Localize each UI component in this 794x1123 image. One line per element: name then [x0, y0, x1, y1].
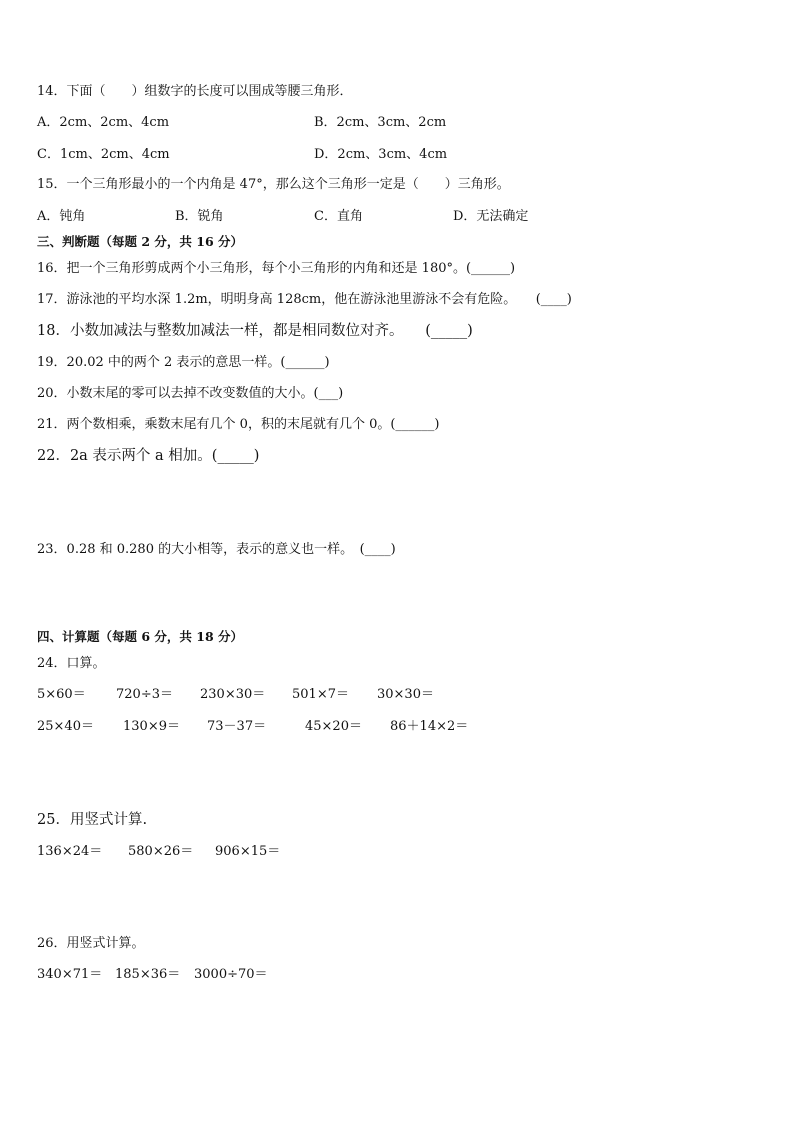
oral-calc-item: 30×30＝: [377, 687, 434, 702]
question-14-option-c: C．1cm、2cm、4cm: [37, 147, 170, 162]
question-24-stem: 24．口算。: [37, 656, 106, 671]
vertical-calc-item: 906×15＝: [215, 844, 281, 859]
oral-calc-item: 230×30＝: [200, 687, 266, 702]
question-22: 22．2a 表示两个 a 相加。(_____): [37, 448, 260, 464]
oral-calc-item: 25×40＝: [37, 719, 94, 734]
vertical-calc-item: 340×71＝: [37, 967, 103, 982]
question-14-option-d: D．2cm、3cm、4cm: [314, 147, 448, 162]
question-19: 19．20.02 中的两个 2 表示的意思一样。(______): [37, 355, 330, 370]
section-3-heading: 三、判断题（每题 2 分，共 16 分）: [37, 234, 244, 249]
question-14-option-b: B．2cm、3cm、2cm: [314, 115, 447, 130]
vertical-calc-item: 580×26＝: [128, 844, 194, 859]
question-15-option-b: B．锐角: [175, 209, 224, 224]
question-14-option-a: A．2cm、2cm、4cm: [37, 115, 170, 130]
question-26-stem: 26．用竖式计算。: [37, 936, 145, 951]
question-15-stem: 15．一个三角形最小的一个内角是 47°，那么这个三角形一定是（ ）三角形。: [37, 177, 510, 192]
question-17: 17．游泳池的平均水深 1.2m，明明身高 128cm，他在游泳池里游泳不会有危险。 (____): [37, 292, 572, 307]
question-23: 23．0.28 和 0.280 的大小相等，表示的意义也一样。 (____): [37, 542, 396, 557]
vertical-calc-item: 185×36＝: [115, 967, 181, 982]
section-4-heading: 四、计算题（每题 6 分，共 18 分）: [37, 629, 244, 644]
question-21: 21．两个数相乘，乘数末尾有几个 0，积的末尾就有几个 0。(______): [37, 417, 440, 432]
question-25-stem: 25．用竖式计算.: [37, 812, 148, 828]
question-15-option-a: A．钝角: [37, 209, 86, 224]
question-16: 16．把一个三角形剪成两个小三角形，每个小三角形的内角和还是 180°。(______): [37, 261, 516, 276]
vertical-calc-item: 3000÷70＝: [194, 967, 268, 982]
question-15-option-c: C．直角: [314, 209, 363, 224]
oral-calc-item: 720÷3＝: [116, 687, 173, 702]
oral-calc-item: 130×9＝: [123, 719, 180, 734]
vertical-calc-item: 136×24＝: [37, 844, 103, 859]
question-14-stem: 14．下面（ ）组数字的长度可以围成等腰三角形．: [37, 84, 353, 99]
question-15-option-d: D．无法确定: [453, 209, 529, 224]
oral-calc-item: 45×20＝: [305, 719, 362, 734]
oral-calc-item: 73－37＝: [207, 719, 267, 734]
oral-calc-item: 5×60＝: [37, 687, 86, 702]
question-18: 18．小数加减法与整数加减法一样，都是相同数位对齐。 (_____): [37, 323, 473, 339]
oral-calc-item: 86＋14×2＝: [390, 719, 469, 734]
question-20: 20．小数末尾的零可以去掉不改变数值的大小。(___): [37, 386, 344, 401]
oral-calc-item: 501×7＝: [292, 687, 349, 702]
